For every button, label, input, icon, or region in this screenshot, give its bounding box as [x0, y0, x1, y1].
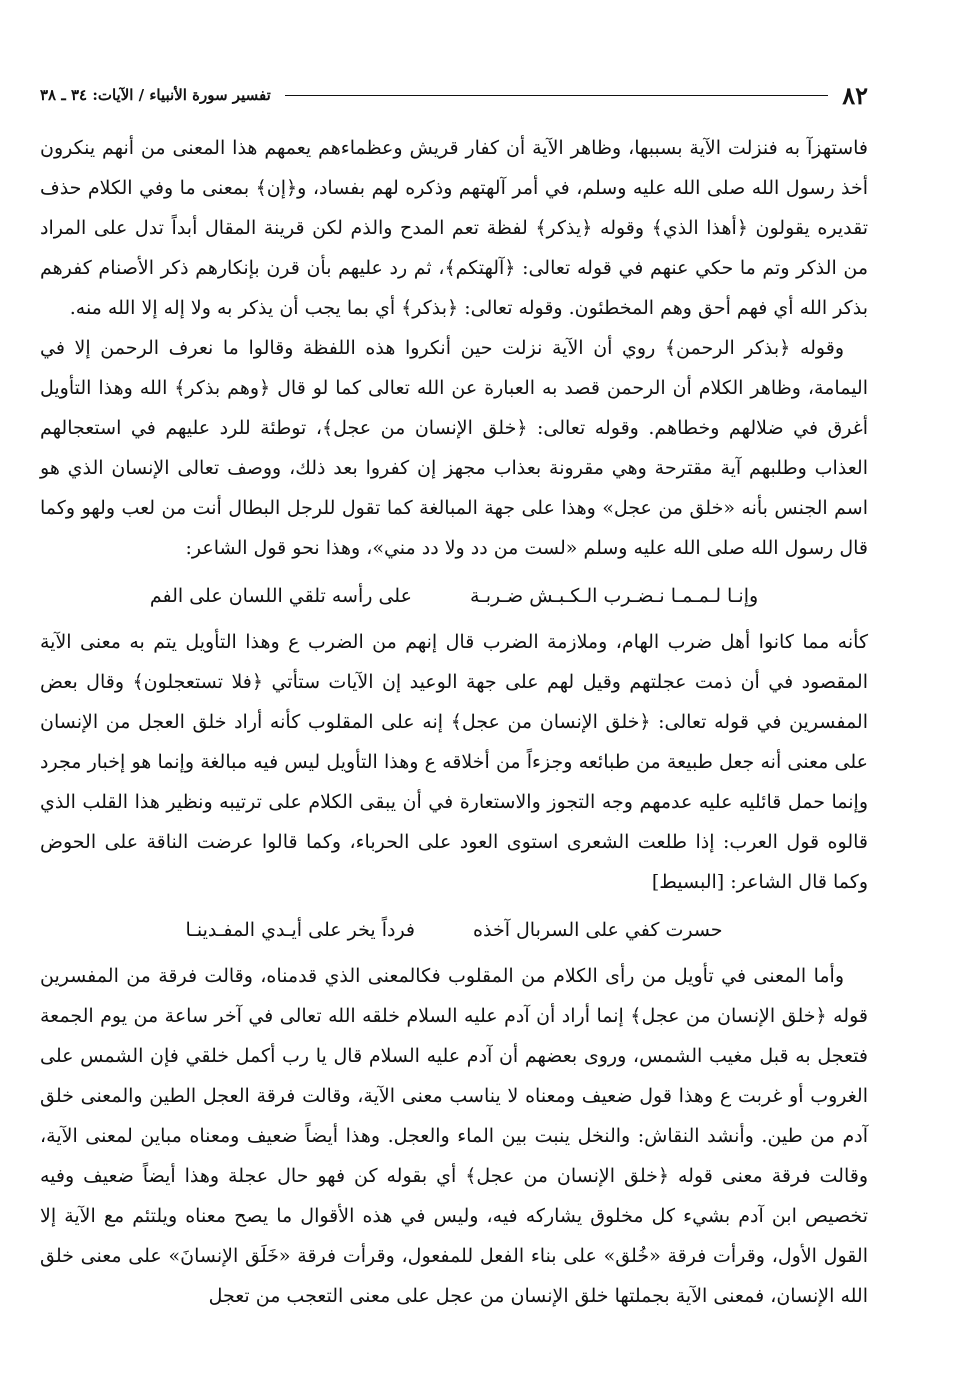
- running-head: تفسير سورة الأنبياء / الآيات: ٣٤ ـ ٣٨: [40, 86, 271, 104]
- paragraph-3: كأنه مما كانوا أهل ضرب الهام، وملازمة الضرب قال إنهم من الضرب ع وهذا التأويل يتم به معنى الآية المقصود في أن ذمت عجلتهم وقيل لهم على جهة الوعيد إن الآيات ستأتي ﴿فلا تستعجلون﴾ وقال بعض المفسرين في قوله تعالى: ﴿خلق الإنسان من عجل﴾ إنه على المقلوب كأنه أراد خلق العجل من الإنسان على معنى أنه جعل طبيعة من طبائعه وجزءاً من أخلاقه ع وهذا التأويل ليس فيه مبالغة وإنما هو إخبار مجرد وإنما حمل قائليه عليه عدمهم وجه التجوز والاستعارة في أن يبقى الكلام على ترتيبه ونظير هذا القلب الذي قالوه قول العرب: إذا طلعت الشعرى استوى العود على الحرباء، وكما قالوا عرضت الناقة على الحوض وكما قال الشاعر: [البسيط]: [40, 631, 868, 893]
- page-body: [40, 128, 868, 1316]
- verse-2-hemistich-right: حسرت كفي على السربال آخذه: [473, 919, 723, 941]
- page-header: [40, 78, 868, 112]
- verse-2: [40, 908, 868, 952]
- verse-1-hemistich-left: على رأسه تلقي اللسان على الفم: [149, 585, 412, 607]
- verse-1: [40, 574, 868, 618]
- paragraph-4: وأما المعنى في تأويل من رأى الكلام من المقلوب فكالمعنى الذي قدمناه، وقالت فرقة من المفسرين قوله ﴿خلق الإنسان من عجل﴾ إنما أراد أن آدم عليه السلام خلقه الله تعالى في آخر ساعة من يوم الجمعة فتعجل به قبل مغيب الشمس، وروى بعضهم أن آدم عليه السلام قال يا رب أكمل خلقي فإن الشمس على الغروب أو غربت ع وهذا قول ضعيف ومعناه لا يناسب معنى الآية، وقالت فرقة العجل الطين والمعنى خلق آدم من طين. وأنشد النقاش: والنخل ينبت بين الماء والعجل. وهذا أيضاً ضعيف ومعناه مباين لمعنى الآية، وقالت فرقة معنى قوله ﴿خلق الإنسان من عجل﴾ أي بقوله كن فهو حال عجلة وهذا أيضاً ضعيف وفيه تخصيص ابن آدم بشيء كل مخلوق يشاركه فيه، وليس في هذه الأقوال ما يصح معناه ويلتئم مع الآية إلا القول الأول، وقرأت فرقة «خُلق» على بناء الفعل للمفعول، وقرأت فرقة «خَلَق الإنسانَ» على معنى خلق الله الإنسان، فمعنى الآية بجملتها خلق الإنسان من عجل على معنى التعجب من تعجل: [40, 965, 868, 1307]
- verse-1-hemistich-right: وإنـا لـمـمـا نـضـرب الـكـبـش ضـربـة: [469, 585, 759, 607]
- header-rule: [285, 95, 828, 96]
- paragraph-2: وقوله ﴿بذكر الرحمن﴾ روي أن الآية نزلت حين أنكروا هذه اللفظة وقالوا ما نعرف الرحمن إلا في اليمامة، وظاهر الكلام أن الرحمن قصد به العبارة عن الله تعالى كما لو قال ﴿وهم بذكر﴾ الله وهذا التأويل أغرق في ضلالهم وخطاهم. وقوله تعالى: ﴿خلق الإنسان من عجل﴾، توطئة للرد عليهم في استعجالهم العذاب وطلبهم آية مقترحة وهي مقرونة بعذاب مجهز إن كفروا بعد ذلك، ووصف تعالى الإنسان الذي هو اسم الجنس بأنه «خلق من عجل» وهذا على جهة المبالغة كما تقول للرجل البطال أنت من لعب ولهو وكما قال رسول الله صلى الله عليه وسلم «لست من دد ولا دد مني»، وهذا نحو قول الشاعر:: [40, 337, 868, 559]
- verse-2-hemistich-left: فرداً يخر على أيـدي المفـدينـا: [185, 919, 416, 941]
- page-number: ٨٢: [842, 80, 868, 110]
- paragraph-1: فاستهزآ به فنزلت الآية بسببها، وظاهر الآية أن كفار قريش وعظماءهم يعمهم هذا المعنى من أنهم ينكرون أخذ رسول الله صلى الله عليه وسلم، في أمر آلهتهم وذكره لهم بفساد، و﴿إن﴾ بمعنى ما وفي الكلام حذف تقديره يقولون ﴿أهذا الذي﴾ وقوله ﴿يذكر﴾ لفظة تعم المدح والذم لكن قرينة المقال أبداً تدل على المراد من الذكر وتم ما حكي عنهم في قوله تعالى: ﴿آلهتكم﴾، ثم رد عليهم بأن قرن بإنكارهم ذكر الأصنام كفرهم بذكر الله أي فهم أحق وهم المخطئون. وقوله تعالى: ﴿بذكر﴾ أي بما يجب أن يذكر به ولا إله إلا الله منه.: [40, 137, 868, 319]
